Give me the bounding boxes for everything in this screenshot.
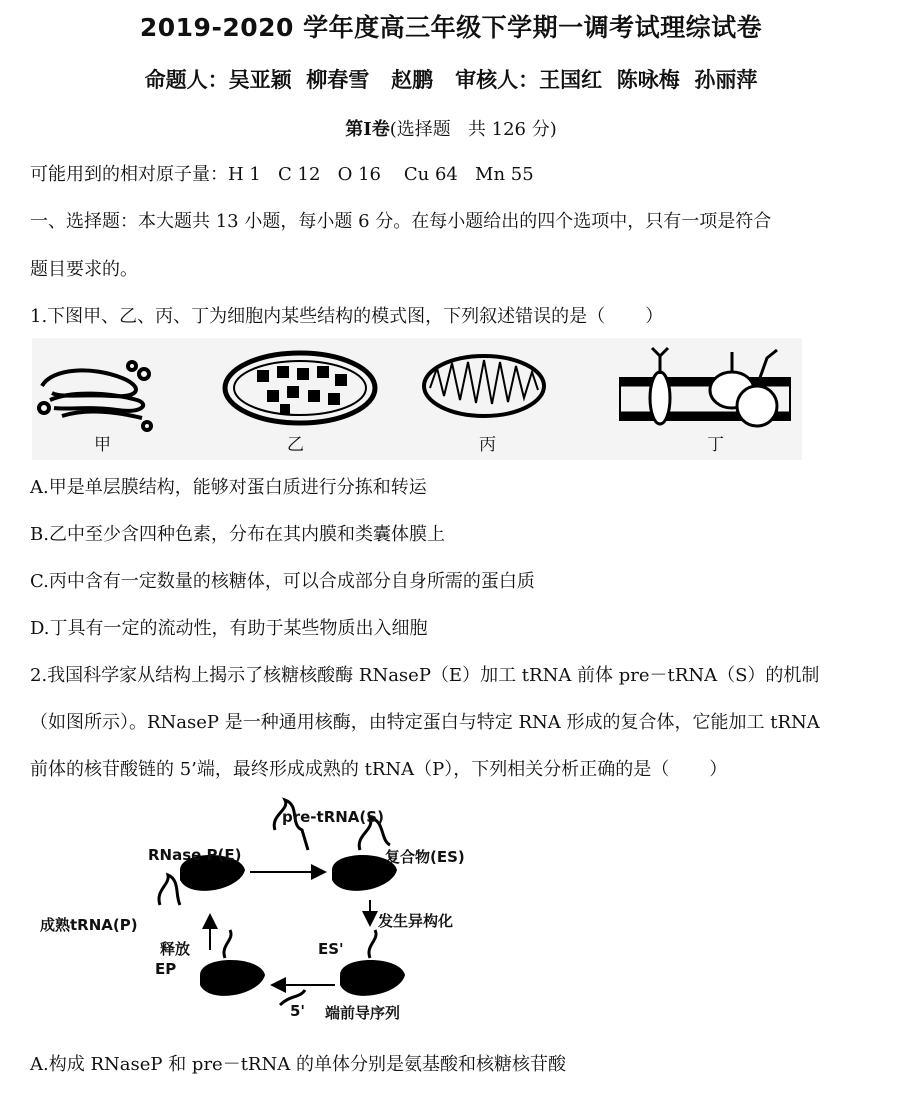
label-mature: 成熟tRNA(P): [40, 916, 138, 934]
exam-title: 2019-2020 学年度高三年级下学期一调考试理综试卷: [139, 13, 763, 42]
label-es-prime: ES': [318, 940, 344, 958]
label-rnasep: RNase P(E): [148, 846, 242, 864]
label-complex: 复合物(ES): [385, 848, 465, 866]
q2-option-a: A.构成 RNaseP 和 pre－tRNA 的单体分别是氨基酸和核糖核苷酸: [30, 1054, 566, 1075]
label-release: 释放: [160, 940, 191, 958]
label-yi: 乙: [287, 435, 304, 455]
q1-figure: [32, 338, 802, 460]
membrane-drawing: [620, 348, 790, 426]
rnasep-cycle-diagram: [40, 790, 540, 1030]
golgi-drawing: [39, 362, 151, 430]
label-isomer: 发生异构化: [378, 912, 454, 930]
section-desc: (选择题 共 126 分): [389, 119, 557, 140]
organelles-image: [32, 338, 802, 460]
q2-stem-line-2: （如图所示）。RNaseP 是一种通用核酶，由特定蛋白与特定 RNA 形成的复合体，它能加工 tRNA: [30, 712, 820, 733]
q1-option-d: D.丁具有一定的流动性，有助于某些物质出入细胞: [30, 618, 428, 639]
label-bing: 丙: [479, 435, 496, 455]
label-ding: 丁: [707, 435, 724, 455]
authors-line: 命题人：吴亚颖 柳春雪 赵鹏 审核人：王国红 陈咏梅 孙丽萍: [144, 68, 758, 92]
instructions-line-1: 一、选择题：本大题共 13 小题，每小题 6 分。在每小题给出的四个选项中，只有一项是符合: [30, 211, 772, 232]
section-number: 第Ⅰ卷: [345, 119, 390, 140]
enzyme-ep: [200, 960, 265, 996]
label-pre-trna: pre-tRNA(S): [282, 808, 384, 826]
enzyme-es-prime: [340, 960, 405, 996]
q1-option-a: A.甲是单层膜结构，能够对蛋白质进行分拣和转运: [30, 477, 427, 498]
label-ep: EP: [155, 960, 177, 978]
q2-figure: [40, 790, 540, 1030]
q2-stem-line-3: 前体的核苷酸链的 5’端，最终形成成熟的 tRNA（P），下列相关分析正确的是（ ）: [30, 759, 728, 780]
q1-option-c: C.丙中含有一定数量的核糖体，可以合成部分自身所需的蛋白质: [30, 571, 535, 592]
label-five-prime: 5': [290, 1002, 306, 1020]
label-jia: 甲: [94, 435, 111, 455]
chloroplast-drawing: [225, 353, 375, 423]
instructions-line-2: 题目要求的。: [30, 259, 138, 280]
q1-option-b: B.乙中至少含四种色素，分布在其内膜和类囊体膜上: [30, 524, 445, 545]
q1-stem: 1.下图甲、乙、丙、丁为细胞内某些结构的模式图，下列叙述错误的是（ ）: [30, 306, 664, 327]
label-leader: 端前导序列: [325, 1004, 401, 1022]
q2-stem-line-1: 2.我国科学家从结构上揭示了核糖核酸酶 RNaseP（E）加工 tRNA 前体 pre－tRNA（S）的机制: [30, 665, 820, 686]
atomic-mass-line: 可能用到的相对原子量：H 1 C 12 O 16 Cu 64 Mn 55: [30, 164, 534, 185]
section-heading: [0, 115, 902, 141]
mitochondrion-drawing: [424, 356, 544, 416]
